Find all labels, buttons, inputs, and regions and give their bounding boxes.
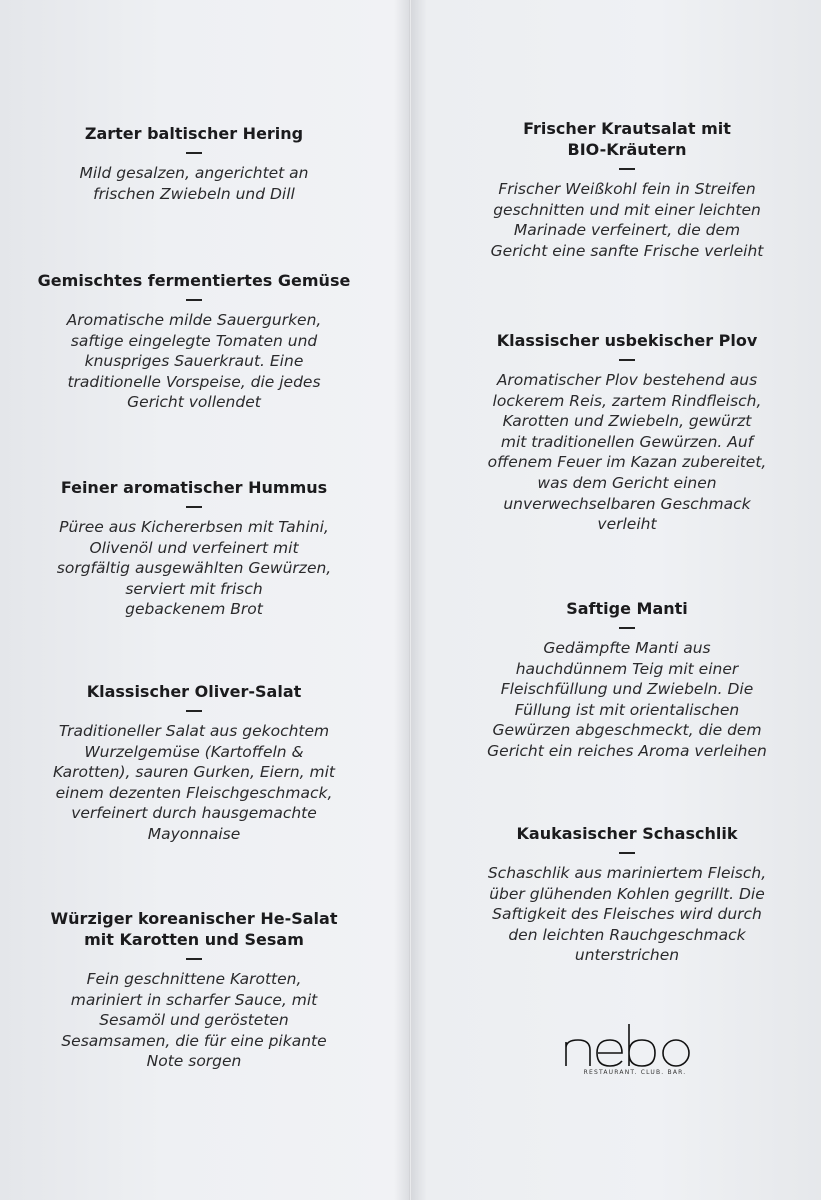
dish-description: Püree aus Kichererbsen mit Tahini, Olivenöl und verfeinert mit sorgfältig ausgewählten Gewürzen, serviert mit frisch gebackenem Brot bbox=[56, 518, 332, 619]
divider bbox=[619, 852, 635, 854]
divider bbox=[186, 710, 202, 712]
menu-item bbox=[14, 123, 374, 204]
dish-description: Gedämpfte Manti aus hauchdünnem Teig mit einer Fleischfüllung und Zwiebeln. Die Füllung ist mit orientalischen Gewürzen abgeschmeckt, die dem Gericht ein reiches Aroma verleihen bbox=[487, 639, 767, 760]
menu-item bbox=[14, 908, 374, 1072]
dish-title: Feiner aromatischer Hummus bbox=[60, 478, 328, 497]
dish-title: Klassischer usbekischer Plov bbox=[496, 331, 758, 350]
dish-description: Fein geschnittene Karotten, mariniert in scharfer Sauce, mit Sesamöl und gerösteten Sesamsamen, die für eine pikante Note sorgen bbox=[61, 970, 327, 1071]
divider bbox=[619, 359, 635, 361]
divider bbox=[619, 627, 635, 629]
menu-item bbox=[447, 823, 807, 966]
menu-item bbox=[447, 598, 807, 762]
menu-item bbox=[447, 118, 807, 261]
divider bbox=[186, 152, 202, 154]
page-fold bbox=[409, 0, 412, 1200]
dish-description: Schaschlik aus mariniertem Fleisch, über glühenden Kohlen gegrillt. Die Saftigkeit des Fleisches wird durch den leichten Rauchgeschmack unterstrichen bbox=[487, 864, 767, 965]
dish-title: Saftige Manti bbox=[566, 599, 688, 618]
dish-title: Zarter baltischer Hering bbox=[84, 124, 304, 143]
dish-description: Mild gesalzen, angerichtet an frischen Zwiebeln und Dill bbox=[79, 164, 309, 203]
menu-item bbox=[14, 681, 374, 845]
divider bbox=[186, 299, 202, 301]
divider bbox=[186, 506, 202, 508]
dish-description: Aromatische milde Sauergurken, saftige eingelegte Tomaten und knuspriges Sauerkraut. Eine traditionelle Vorspeise, die jedes Gericht vollendet bbox=[66, 311, 322, 412]
menu-item bbox=[14, 477, 374, 620]
dish-title: Klassischer Oliver-Salat bbox=[86, 682, 302, 701]
logo-tagline: RESTAURANT. CLUB. BAR. bbox=[583, 1069, 687, 1076]
dish-title: Würziger koreanischer He-Salat mit Karotten und Sesam bbox=[50, 909, 338, 949]
dish-title: Frischer Krautsalat mit BIO-Kräutern bbox=[523, 119, 731, 159]
dish-title: Gemischtes fermentiertes Gemüse bbox=[37, 271, 351, 290]
dish-title: Kaukasischer Schaschlik bbox=[516, 824, 738, 843]
dish-description: Traditioneller Salat aus gekochtem Wurzelgemüse (Kartoffeln & Karotten), sauren Gurken, Eiern, mit einem dezenten Fleischgeschmack, verfeinert durch hausgemachte Mayonnaise bbox=[52, 722, 335, 843]
dish-description: Frischer Weißkohl fein in Streifen geschnitten und mit einer leichten Marinade verfeinert, die dem Gericht eine sanfte Frische verleiht bbox=[490, 180, 764, 260]
divider bbox=[619, 168, 635, 170]
menu-item bbox=[14, 270, 374, 413]
menu-item bbox=[447, 330, 807, 535]
divider bbox=[186, 958, 202, 960]
dish-description: Aromatischer Plov bestehend aus lockerem Reis, zartem Rindfleisch, Karotten und Zwiebeln, gewürzt mit traditionellen Gewürzen. Auf offenem Feuer im Kazan zubereitet, was dem Gericht einen unverwechselbaren Geschmack verleiht bbox=[487, 371, 767, 534]
